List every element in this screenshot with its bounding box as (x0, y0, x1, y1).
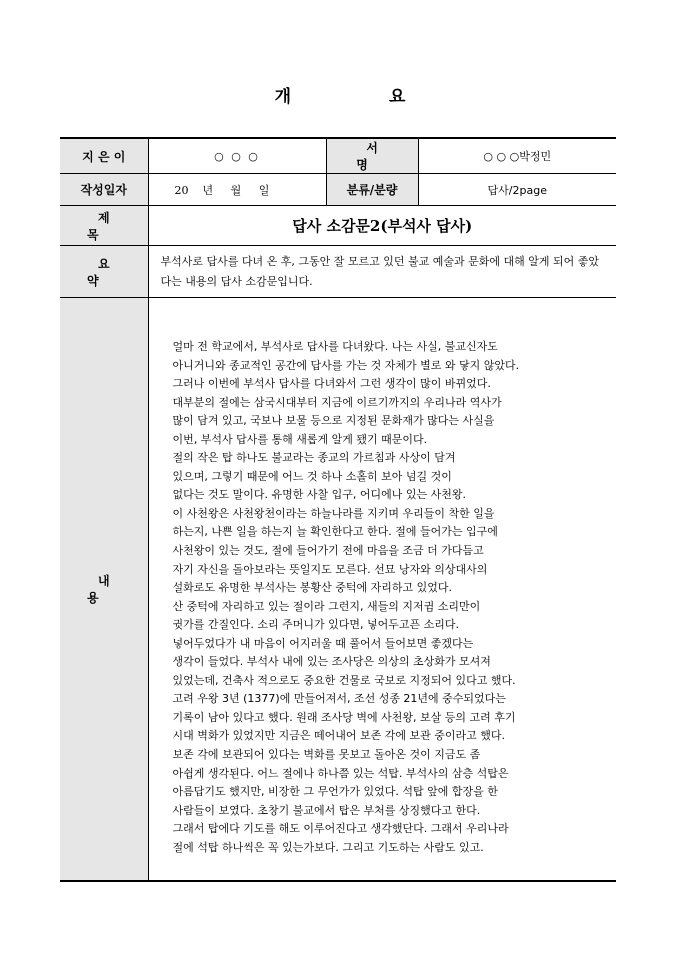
content-line: 산 중턱에 자리하고 있는 절이라 그런지, 새들의 지저귐 소리만이 (172, 599, 481, 613)
content-line: 있으며, 그렇기 때문에 어느 것 하나 소홀히 보아 넘길 것이 (172, 469, 452, 483)
content-line: 하는지, 나쁜 일을 하는지 늘 확인한다고 한다. 절에 들어가는 입구에 (172, 525, 498, 539)
content-line: 절에 석탑 하나씩은 꼭 있는가보다. 그리고 기도하는 사람도 있고. (172, 840, 484, 854)
subject-value: 답사 소감문2(부석사 답사) (148, 206, 616, 246)
date-label: 작성일자 (60, 174, 148, 206)
content-line: 생각이 들었다. 부석사 내에 있는 조사당은 의상의 초상화가 모셔져 (172, 655, 491, 669)
page-title: 개 요 (274, 87, 452, 107)
subject-row (60, 206, 616, 246)
summary-label: 요 약 (60, 246, 148, 298)
summary-value: 부석사로 답사를 다녀 온 후, 그동안 잘 모르고 있던 불교 예술과 문화에 대해 알게 되어 좋았다는 내용의 답사 소감문입니다. (148, 246, 616, 298)
content-line: 절의 작은 탑 하나도 불교라는 종교의 가르침과 사상이 담겨 (172, 451, 456, 465)
content-line: 많이 담겨 있고, 국보나 보물 등으로 지정된 문화재가 많다는 사실을 (172, 414, 495, 428)
author-label: 지 은 이 (60, 138, 148, 174)
content-label: 내 용 (60, 298, 148, 881)
sign-label: 서 명 (326, 138, 418, 174)
content-line: 설화로도 유명한 부석사는 봉황산 중턱에 자리하고 있었다. (172, 581, 452, 595)
content-line: 아니거니와 종교적인 공간에 답사를 가는 것 자체가 별로 와 닿지 않았다. (172, 358, 520, 372)
content-row (60, 298, 616, 881)
content-line: 그래서 탑에다 기도를 해도 이루어진다고 생각했단다. 그래서 우리나라 (172, 822, 509, 836)
content-line: 기록이 남아 있다고 했다. 원래 조사당 벽에 사천왕, 보살 등의 고려 후기 (172, 710, 516, 724)
content-body (173, 338, 609, 857)
content-line: 그러나 이번에 부석사 답사를 다녀와서 그런 생각이 많이 바뀌었다. (172, 377, 491, 391)
category-label: 분류/분량 (326, 174, 418, 206)
content-line: 대부분의 절에는 삼국시대부터 지금에 이르기까지의 우리나라 역사가 (172, 395, 502, 409)
content-line: 이 사천왕은 사천왕천이라는 하늘나라를 지키며 우리들이 착한 일을 (172, 506, 495, 520)
content-line: 아쉽게 생각된다. 어느 절에나 하나쯤 있는 석탑. 부석사의 삼층 석탑은 (172, 766, 509, 780)
content-line: 보존 각에 보관되어 있다는 벽화를 못보고 돌아온 것이 지금도 좀 (172, 748, 481, 762)
category-value: 답사/2page (418, 174, 616, 206)
content-line: 없다는 것도 말이다. 유명한 사찰 입구, 어디에나 있는 사천왕. (172, 488, 466, 502)
content-line: 사천왕이 있는 것도, 절에 들어가기 전에 마음을 조금 더 가다듬고 (172, 544, 484, 558)
content-line: 사람들이 보였다. 초창기 불교에서 탑은 부처를 상징했다고 한다. (172, 803, 481, 817)
content-line: 아름답기도 했지만, 비장한 그 무언가가 있었다. 석탑 앞에 합장을 한 (172, 785, 498, 799)
date-row (60, 174, 616, 206)
sign-value: ○ ○ ○박정민 (418, 138, 616, 174)
content-line: 얼마 전 학교에서, 부석사로 답사를 다녀왔다. 나는 사실, 불교신자도 (172, 340, 498, 353)
subject-label: 제 목 (60, 206, 148, 246)
content-line: 귓가를 간질인다. 소리 주머니가 있다면, 넣어두고픈 소리다. (172, 618, 459, 632)
content-line: 이번, 부석사 답사를 통해 새롭게 알게 됐기 때문이다. (172, 432, 428, 446)
summary-row (60, 246, 616, 298)
content-line: 고려 우왕 3년 (1377)에 만들어져서, 조선 성종 21년에 중수되었다는 (172, 692, 506, 706)
content-line: 자기 자신을 돌아보라는 뜻일지도 모른다. 선묘 낭자와 의상대사의 (172, 562, 488, 576)
content-line: 시대 벽화가 있었지만 지금은 떼어내어 보존 각에 보관 중이라고 했다. (172, 729, 505, 743)
author-row (60, 138, 616, 174)
content-cell (148, 298, 616, 881)
content-line: 있었는데, 건축사 적으로도 중요한 건물로 국보로 지정되어 있다고 했다. (172, 673, 516, 687)
date-value: 20 년 월 일 (148, 174, 326, 206)
author-value: ○ ○ ○ (148, 138, 326, 174)
content-line: 넣어두었다가 내 마음이 어지러울 때 풀어서 들어보면 좋겠다는 (172, 636, 474, 650)
report-form (60, 137, 616, 882)
